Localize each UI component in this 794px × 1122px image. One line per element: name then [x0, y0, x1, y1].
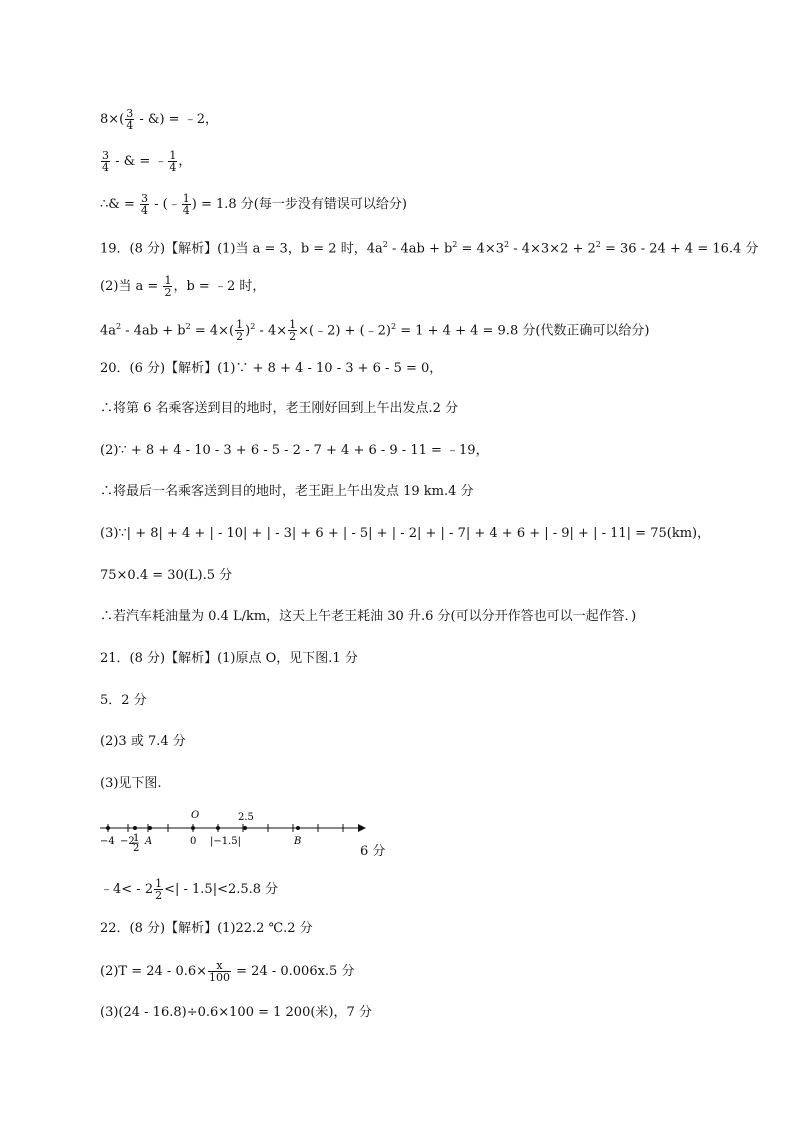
fraction [168, 150, 177, 173]
numerator: 1 [155, 877, 163, 890]
answer-line-20-5: (3)∵| + 8| + 4 + | - 10| + | - 3| + 6 + | - 5| + | - 2| + | - 7| + 4 + 6 + | - 9| + | - 11| = 75(km)， [100, 526, 711, 541]
label-minus-4: −4 [100, 836, 115, 847]
answer-line-22-2 [100, 960, 354, 983]
text-segment: ∴& = [100, 197, 139, 212]
denominator: 2 [164, 286, 172, 299]
denominator: 2 [155, 889, 163, 902]
text-segment: ﹣4< - 2 [100, 882, 154, 897]
label-abs-1-5: |−1.5| [210, 836, 242, 847]
text-segment: = 4×3 [457, 241, 504, 257]
fraction [208, 960, 231, 983]
text-segment: = 1 + 4 + 4 = 9.8 分(代数正确可以给分) [396, 323, 650, 339]
exponent: 2 [185, 322, 191, 331]
fraction [101, 150, 110, 173]
text-segment: = 4×( [190, 323, 235, 339]
exponent: 2 [382, 240, 388, 249]
text-segment: ) = 1.8 分(每一步没有错误可以给分) [191, 197, 407, 212]
answer-line-20-1: 20．(6 分)【解析】(1)∵ + 8 + 4 - 10 - 3 + 6 - 5 = 0， [100, 361, 443, 376]
text-segment: ×(﹣2) + (﹣2) [298, 323, 391, 339]
text-segment: (2)T = 24 - 0.6× [100, 964, 208, 979]
numerator: 1 [236, 318, 244, 332]
fraction [140, 193, 149, 216]
text-segment: ， [178, 154, 192, 169]
numerator: 1 [289, 318, 297, 332]
fraction [288, 319, 297, 342]
label-B: B [294, 836, 302, 847]
text-segment: 19．(8 分)【解析】(1)当 a = 3，b = 2 时，4a [100, 241, 383, 257]
answer-line-2 [100, 150, 191, 173]
fraction [154, 878, 163, 901]
label-A: A [145, 836, 153, 847]
answer-line-22-1: 22．(8 分)【解析】(1)22.2 ℃.2 分 [100, 921, 313, 936]
numerator: 1 [169, 149, 177, 162]
text-segment: 4a [100, 323, 117, 339]
answer-line-20-2: ∴将第 6 名乘客送到目的地时，老王刚好回到上午出发点.2 分 [100, 401, 459, 416]
answer-line-19-3 [100, 318, 650, 342]
text-segment: (2)当 a = [100, 279, 163, 294]
denominator: 4 [141, 204, 148, 217]
fraction [163, 275, 172, 298]
answer-line-21-3: (2)3 或 7.4 分 [100, 734, 186, 749]
answer-line-20-7: ∴若汽车耗油量为 0.4 L/km，这天上午老王耗油 30 升.6 分(可以分开作答也可以一起作答．) [100, 609, 637, 624]
numerator: 3 [102, 149, 109, 162]
denominator: 2 [289, 330, 297, 344]
label-2-5: 2.5 [238, 812, 254, 823]
answer-line-21-4: (3)见下图. [100, 776, 162, 791]
text-segment: = 24 - 0.006x.5 分 [232, 964, 355, 979]
exponent: 2 [250, 322, 256, 331]
denominator: 100 [209, 971, 231, 984]
answer-line-21-1: 21．(8 分)【解析】(1)原点 O，见下图.1 分 [100, 651, 358, 666]
denominator: 4 [126, 119, 134, 132]
text-segment: - (﹣ [150, 197, 181, 212]
answer-line-19-1 [100, 236, 758, 258]
fraction [182, 193, 191, 216]
text-segment: - 4ab + b [121, 323, 186, 339]
answer-line-3 [100, 193, 407, 216]
answer-line-21-5 [100, 878, 278, 901]
label-half-den: 2 [133, 843, 140, 854]
text-segment: = 36 - 24 + 4 = 16.4 分 [600, 241, 759, 257]
exponent: 2 [116, 322, 122, 331]
denominator: 2 [236, 330, 244, 344]
text-segment: ，b = ﹣2 时， [173, 279, 266, 294]
answer-line-22-3: (3)(24 - 16.8)÷0.6×100 = 1 200(米)，7 分 [100, 1005, 372, 1020]
label-origin: O [191, 810, 200, 821]
numerator: 3 [126, 107, 134, 120]
text-segment: 8×( [100, 112, 125, 127]
denominator: 4 [102, 161, 109, 174]
text-segment: - &) = ﹣2， [135, 112, 218, 127]
answer-line-19-2 [100, 275, 265, 298]
number-line-graphic [98, 806, 378, 856]
numerator: 3 [141, 192, 148, 205]
fraction [235, 319, 244, 342]
answer-line-20-4: ∴将最后一名乘客送到目的地时，老王距上午出发点 19 km.4 分 [100, 484, 474, 499]
numerator: 1 [164, 274, 172, 287]
label-minus-2: −2 [120, 836, 135, 847]
text-segment: ) [245, 323, 251, 339]
denominator: 4 [169, 161, 177, 174]
label-half-num: 1 [133, 833, 140, 844]
numerator: 1 [182, 192, 190, 205]
text-segment: - 4× [255, 323, 288, 339]
exponent: 2 [452, 240, 458, 249]
denominator: 4 [182, 204, 190, 217]
numerator: x [208, 960, 231, 972]
number-line-score: 6 分 [360, 844, 386, 859]
answer-line-20-3: (2)∵ + 8 + 4 - 10 - 3 + 6 - 5 - 2 - 7 + 4 + 6 - 9 - 11 = ﹣19， [100, 443, 489, 458]
exponent: 2 [595, 240, 601, 249]
answer-line-21-2: 5．2 分 [100, 693, 147, 708]
fraction [125, 108, 134, 131]
answer-line-1 [100, 108, 218, 131]
text-segment: - 4ab + b [387, 241, 453, 257]
answer-line-20-6: 75×0.4 = 30(L).5 分 [100, 568, 233, 583]
number-line [98, 806, 378, 860]
text-segment: - & = ﹣ [111, 154, 168, 169]
exponent: 2 [391, 322, 397, 331]
text-segment: - 4×3×2 + 2 [509, 241, 596, 257]
text-segment: <| - 1.5|<2.5.8 分 [164, 882, 279, 897]
label-zero: 0 [190, 836, 197, 847]
exponent: 2 [503, 240, 510, 249]
